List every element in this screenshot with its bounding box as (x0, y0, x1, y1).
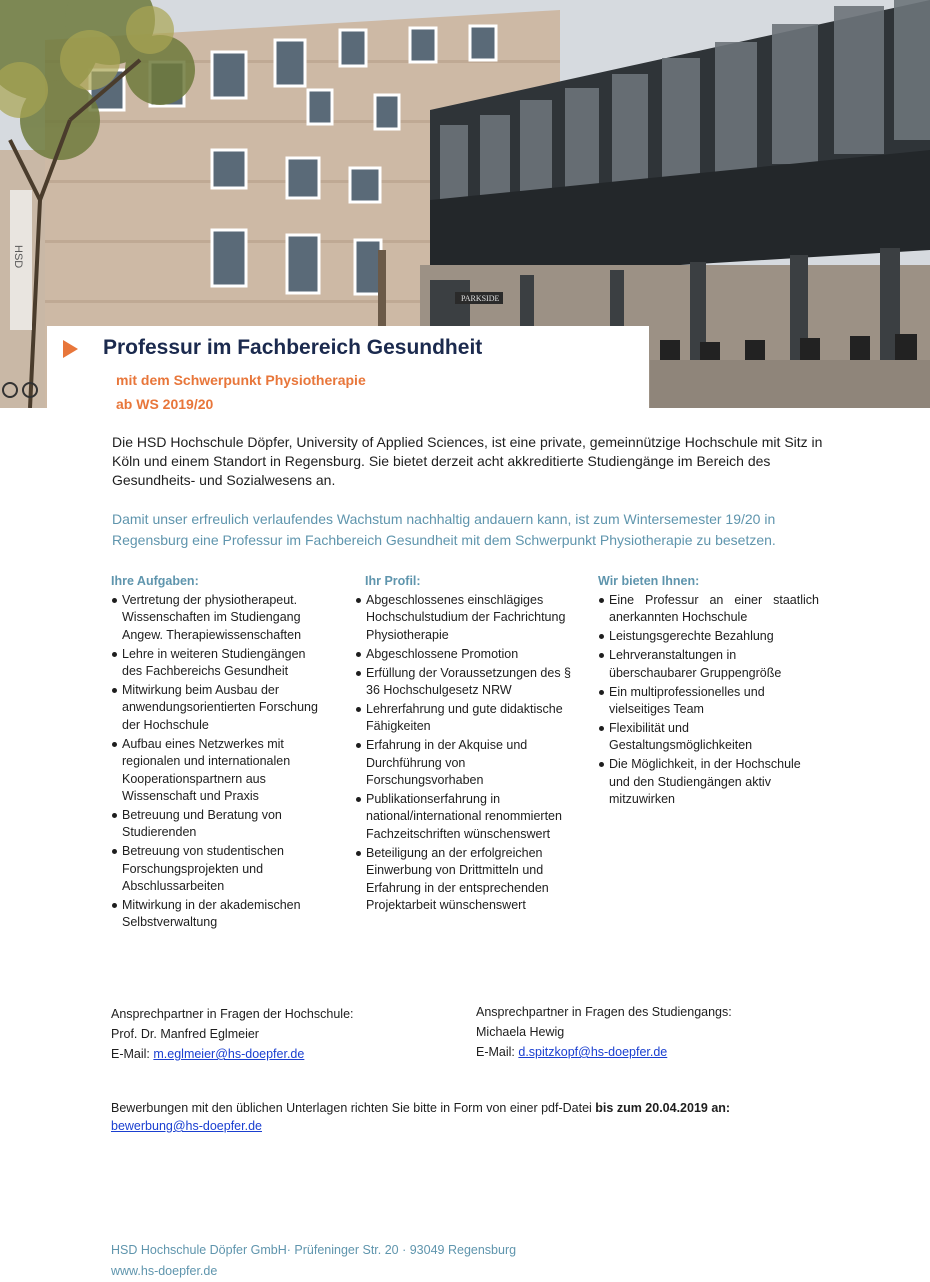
email-label: E-Mail: (111, 1047, 154, 1061)
list-item: Leistungsgerechte Bezahlung (598, 628, 819, 645)
profile-list (355, 592, 573, 914)
list-item: Lehre in weiteren Studiengängen des Fachbereichs Gesundheit (111, 646, 329, 681)
banner-text: HSD (12, 245, 24, 269)
contact-label: Ansprechpartner in Fragen des Studiengangs: (476, 1005, 732, 1019)
building-sign: PARKSIDE (461, 294, 500, 303)
list-item: Erfüllung der Voraussetzungen des § 36 Hochschulgesetz NRW (355, 665, 573, 700)
footer (111, 1240, 516, 1282)
university-email-link[interactable]: m.eglmeier@hs-doepfer.de (153, 1047, 305, 1061)
contact-label: Ansprechpartner in Fragen der Hochschule: (111, 1007, 354, 1021)
email-label: E-Mail: (476, 1045, 519, 1059)
offer-column (598, 573, 819, 810)
tasks-heading: Ihre Aufgaben: (111, 574, 199, 588)
page-title: Professur im Fachbereich Gesundheit (103, 336, 483, 359)
list-item: Eine Professur an einer staatlich anerkannten Hochschule (598, 592, 819, 627)
subtitle-semester: ab WS 2019/20 (116, 396, 214, 412)
contact-name: Prof. Dr. Manfred Eglmeier (111, 1027, 259, 1041)
list-item: Abgeschlossene Promotion (355, 646, 573, 663)
application-deadline: bis zum 20.04.2019 an: (595, 1101, 731, 1115)
list-item: Erfahrung in der Akquise und Durchführung von Forschungsvorhaben (355, 737, 573, 789)
application-text: Bewerbungen mit den üblichen Unterlagen richten Sie bitte in Form von einer pdf-Datei (111, 1101, 596, 1115)
profile-column (355, 573, 573, 916)
footer-address: HSD Hochschule Döpfer GmbH· Prüfeninger Str. 20 · 93049 Regensburg (111, 1243, 517, 1257)
contact-name: Michaela Hewig (476, 1025, 565, 1039)
play-arrow-icon (63, 340, 78, 358)
list-item: Beteiligung an der erfolgreichen Einwerbung von Drittmitteln und Erfahrung in der entsprechenden Projektarbeit wünschenswert (355, 845, 573, 915)
footer-website[interactable]: www.hs-doepfer.de (111, 1264, 218, 1278)
contact-program (476, 1002, 732, 1062)
list-item: Abgeschlossenes einschlägiges Hochschulstudium der Fachrichtung Physiotherapie (355, 592, 573, 644)
list-item: Betreuung und Beratung von Studierenden (111, 807, 329, 842)
list-item: Lehrerfahrung und gute didaktische Fähigkeiten (355, 701, 573, 736)
list-item: Lehrveranstaltungen in überschaubarer Gruppengröße (598, 647, 819, 682)
list-item: Mitwirkung beim Ausbau der anwendungsorientierten Forschung der Hochschule (111, 682, 329, 734)
list-item: Publikationserfahrung in national/international renommierten Fachzeitschriften wünschenswert (355, 791, 573, 843)
application-email-link[interactable]: bewerbung@hs-doepfer.de (111, 1119, 262, 1133)
list-item: Mitwirkung in der akademischen Selbstverwaltung (111, 897, 329, 932)
list-item: Flexibilität und Gestaltungsmöglichkeiten (598, 720, 819, 755)
contact-email-row (111, 1044, 354, 1064)
intro-paragraph: Die HSD Hochschule Döpfer, University of Applied Sciences, ist eine private, gemeinnützige Hochschule mit Sitz in Köln und einem Standort in Regensburg. Sie bietet derzeit acht akkreditierte Studiengänge im Bereich des Gesundheits- und Sozialwesens an. (112, 434, 823, 488)
list-item: Vertretung der physiotherapeut. Wissenschaften im Studiengang Angew. Therapiewissenschaften (111, 592, 329, 644)
list-item: Aufbau eines Netzwerkes mit regionalen und internationalen Kooperationspartnern aus Wissenschaft und Praxis (111, 736, 329, 806)
profile-heading: Ihr Profil: (365, 574, 421, 588)
subtitle-focus: mit dem Schwerpunkt Physiotherapie (116, 372, 366, 388)
list-item: Die Möglichkeit, in der Hochschule und den Studiengängen aktiv mitzuwirken (598, 756, 819, 808)
offer-heading: Wir bieten Ihnen: (598, 574, 700, 588)
program-email-link[interactable]: d.spitzkopf@hs-doepfer.de (518, 1045, 668, 1059)
intro-highlight-paragraph: Damit unser erfreulich verlaufendes Wachstum nachhaltig andauern kann, ist zum Wintersemester 19/20 in Regensburg eine Professur im Fachbereich Gesundheit mit dem Schwerpunkt Physiotherapie zu besetzen. (112, 511, 776, 548)
contact-university (111, 1004, 354, 1064)
tasks-list (111, 592, 329, 932)
list-item: Betreuung von studentischen Forschungsprojekten und Abschlussarbeiten (111, 843, 329, 895)
application-note (111, 1099, 831, 1135)
list-item: Ein multiprofessionelles und vielseitiges Team (598, 684, 819, 719)
tasks-column (111, 573, 329, 933)
contact-email-row (476, 1042, 732, 1062)
offer-list (598, 592, 819, 808)
